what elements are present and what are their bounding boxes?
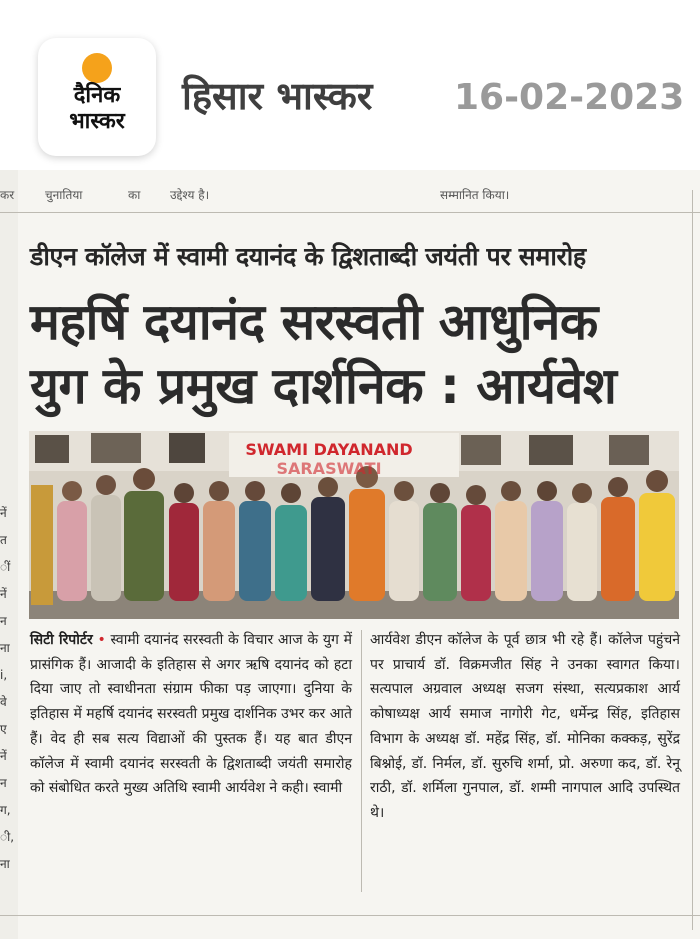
headline-line-2: युग के प्रमुख दार्शनिक : आर्यवेश [30, 357, 617, 415]
right-column-divider [692, 190, 693, 930]
margin-fragment: नें [0, 587, 7, 601]
margin-fragment: न [0, 614, 7, 628]
article-column-right [370, 628, 680, 826]
article-headline [30, 290, 680, 418]
logo-text-line1: दैनिक [73, 83, 121, 108]
margin-fragment: ना [0, 857, 10, 871]
right-column-text: आर्यवेश डीएन कॉलेज के पूर्व छात्र भी रहे हैं। कॉलेज पहुंचने पर प्राचार्य डॉ. विक्रमजीत सिंह ने उनका स्वागत किया। सत्यपाल अग्रवाल अध्यक्ष सजग संस्था, सत्यप्रकाश आर्य कोषाध्यक्ष आर्य समाज नागोरी गेट, धर्मेन्द्र सिंह, इतिहास विभाग के अध्यक्ष डॉ. महेंद्र सिंह, डॉ. मोनिका कक्कड़, सुरेंद्र बिश्नोई, डॉ. निर्मल, डॉ. सुरुचि शर्मा, प्रो. अरुणा कद, डॉ. रेनू राठी, डॉ. शर्मिला गुनपाल, डॉ. शम्मी नागपाल आदि उपस्थित थे। [370, 632, 680, 821]
margin-fragment: i, [0, 668, 8, 682]
margin-fragment: ग, [0, 803, 11, 817]
margin-fragment: न [0, 776, 7, 790]
article-dateline: सिटी रिपोर्टर [30, 632, 93, 648]
edition-date: 16-02-2023 [454, 77, 685, 118]
left-column-text: स्वामी दयानंद सरस्वती के विचार आज के युग में प्रासंगिक हैं। आजादी के इतिहास से अगर ऋषि दयानंद को हटा दिया जाए तो स्वाधीनता संग्राम फीका पड़ जाएगा। दुनिया के इतिहास में महर्षि दयानंद सरस्वती प्रमुख दार्शनिक उभर कर आते हैं। वेद ही सब सत्य विद्याओं की पुस्तक हैं। यह बात डीएन कॉलेज में स्वामी दयानंद सरस्वती के द्विशताब्दी जयंती समारोह को संबोधित करते मुख्य अतिथि स्वामी आर्यवेश ने कही। स्वामी [30, 632, 353, 797]
margin-fragment: नें [0, 506, 7, 520]
column-divider [361, 630, 362, 892]
margin-fragment: ीं [0, 560, 11, 574]
edition-title: हिसार भास्कर [182, 74, 373, 118]
margin-fragment: ना [0, 641, 10, 655]
top-divider [0, 212, 700, 213]
top-fragment: कर [0, 188, 15, 202]
margin-fragment: ए [0, 722, 7, 736]
logo-text-line2: भास्कर [69, 109, 125, 134]
dateline-bullet: • [97, 632, 106, 648]
margin-fragment: त [0, 533, 7, 547]
margin-fragment: वे [0, 695, 7, 709]
top-fragment: उद्देश्य है। [170, 188, 210, 202]
top-fragment: सम्मानित किया। [440, 188, 510, 202]
top-fragment: चुनातिया [45, 188, 83, 202]
margin-fragment: नें [0, 749, 7, 763]
photo-banner-line2: SARASWATI [276, 459, 382, 478]
article-kicker: डीएन कॉलेज में स्वामी दयानंद के द्विशताब्दी जयंती पर समारोह [30, 242, 586, 271]
photo-banner-line1: SWAMI DAYANAND [245, 440, 413, 459]
headline-line-1: महर्षि दयानंद सरस्वती आधुनिक [30, 293, 598, 351]
top-fragment: का [128, 188, 141, 202]
sun-icon [82, 53, 112, 83]
left-margin-fragments [0, 500, 16, 878]
margin-fragment: ी, [0, 830, 15, 844]
article-column-left [30, 628, 352, 801]
dainik-bhaskar-logo[interactable] [38, 38, 156, 156]
bottom-divider [0, 915, 700, 916]
app-header [0, 0, 700, 170]
